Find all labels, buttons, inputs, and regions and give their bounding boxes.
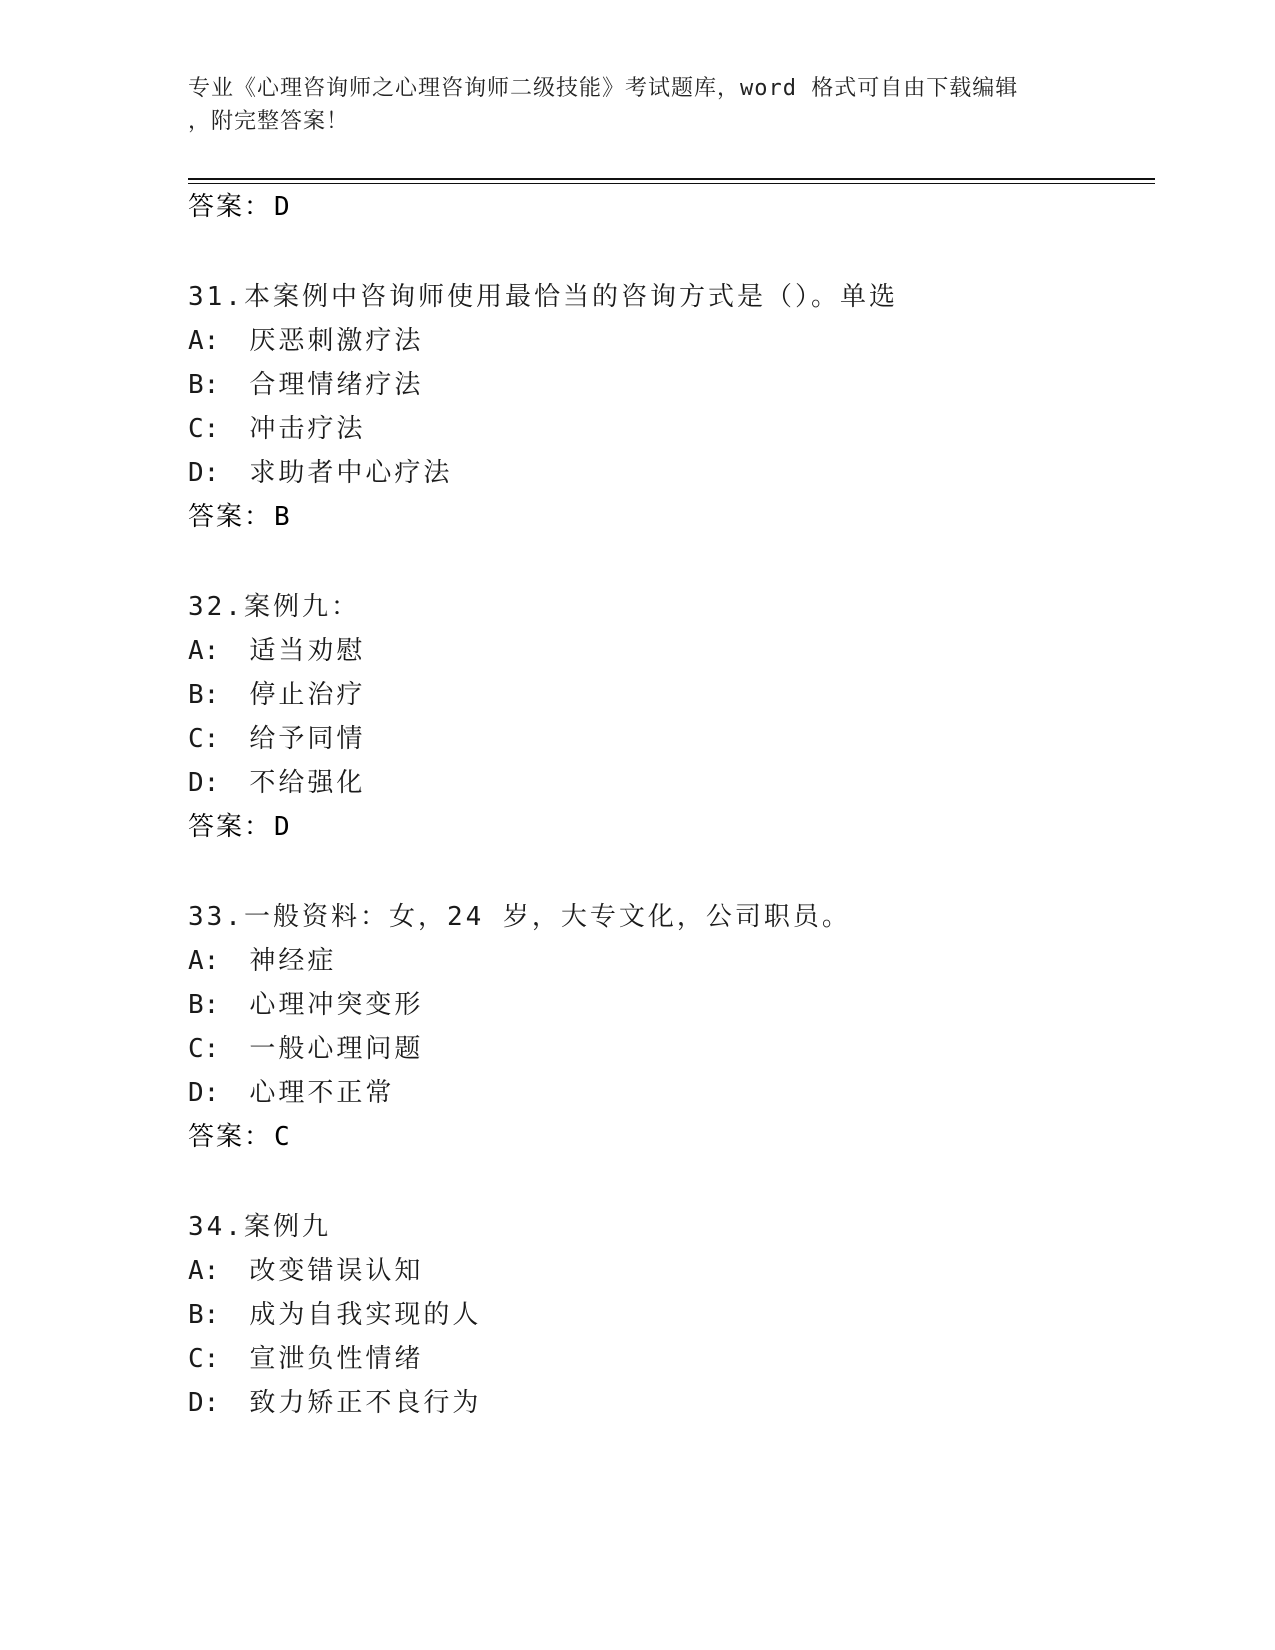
question-34-option-a	[188, 1254, 423, 1288]
option-key: A:	[188, 1256, 220, 1286]
option-key: B:	[188, 1300, 220, 1330]
option-key: C:	[188, 1344, 220, 1374]
option-key: A:	[188, 946, 220, 976]
option-text: 求助者中心疗法	[249, 458, 453, 488]
question-31-option-a	[188, 324, 423, 358]
question-34-option-d	[188, 1386, 481, 1420]
answer-value: B	[274, 502, 292, 532]
option-text: 合理情绪疗法	[249, 370, 424, 400]
option-text: 适当劝慰	[249, 636, 366, 666]
option-key: B:	[188, 990, 220, 1020]
option-text: 改变错误认知	[249, 1256, 424, 1286]
option-key: C:	[188, 1034, 220, 1064]
option-text: 停止治疗	[249, 680, 366, 710]
answer-value: D	[274, 812, 292, 842]
option-key: C:	[188, 414, 220, 444]
header-divider-thick	[188, 178, 1155, 180]
prev-answer	[188, 190, 292, 224]
document-header	[188, 72, 1088, 138]
answer-label: 答案：	[188, 502, 273, 532]
answer-value: C	[274, 1122, 292, 1152]
option-text: 不给强化	[249, 768, 366, 798]
question-32-option-b	[188, 678, 365, 712]
answer-label: 答案：	[188, 1122, 273, 1152]
question-33-stem: 33.一般资料：女，24 岁，大专文化，公司职员。	[188, 902, 851, 932]
question-33-option-c	[188, 1032, 423, 1066]
answer-label: 答案：	[188, 812, 273, 842]
option-key: D:	[188, 458, 220, 488]
question-34-option-c	[188, 1342, 423, 1376]
question-34-stem: 34.案例九	[188, 1212, 331, 1242]
question-33-option-b	[188, 988, 423, 1022]
option-key: D:	[188, 768, 220, 798]
question-32-option-c	[188, 722, 365, 756]
option-text: 厌恶刺激疗法	[249, 326, 424, 356]
option-key: B:	[188, 680, 220, 710]
question-31-stem: 31.本案例中咨询师使用最恰当的咨询方式是（）。单选	[188, 282, 898, 312]
option-text: 给予同情	[249, 724, 366, 754]
question-31-option-c	[188, 412, 365, 446]
option-text: 冲击疗法	[249, 414, 366, 444]
question-34-option-b	[188, 1298, 481, 1332]
option-text: 心理不正常	[249, 1078, 395, 1108]
option-key: B:	[188, 370, 220, 400]
option-text: 成为自我实现的人	[249, 1300, 482, 1330]
option-text: 致力矫正不良行为	[249, 1388, 482, 1418]
question-31-answer	[188, 500, 292, 534]
header-line-1: 专业《心理咨询师之心理咨询师二级技能》考试题库，word 格式可自由下载编辑	[188, 76, 1019, 101]
option-key: C:	[188, 724, 220, 754]
question-33-option-d	[188, 1076, 394, 1110]
header-divider-thin	[188, 183, 1155, 184]
question-32-answer	[188, 810, 292, 844]
question-31-option-d	[188, 456, 452, 490]
option-key: D:	[188, 1388, 220, 1418]
question-32-option-a	[188, 634, 365, 668]
header-line-2: ，附完整答案！	[188, 109, 350, 134]
question-32-stem: 32.案例九：	[188, 592, 360, 622]
question-31-option-b	[188, 368, 423, 402]
option-text: 一般心理问题	[249, 1034, 424, 1064]
question-32-option-d	[188, 766, 365, 800]
answer-value: D	[274, 192, 292, 222]
option-key: D:	[188, 1078, 220, 1108]
question-33-option-a	[188, 944, 336, 978]
question-33-answer	[188, 1120, 292, 1154]
option-text: 宣泄负性情绪	[249, 1344, 424, 1374]
option-text: 心理冲突变形	[249, 990, 424, 1020]
option-text: 神经症	[249, 946, 337, 976]
option-key: A:	[188, 326, 220, 356]
answer-label: 答案：	[188, 192, 273, 222]
option-key: A:	[188, 636, 220, 666]
